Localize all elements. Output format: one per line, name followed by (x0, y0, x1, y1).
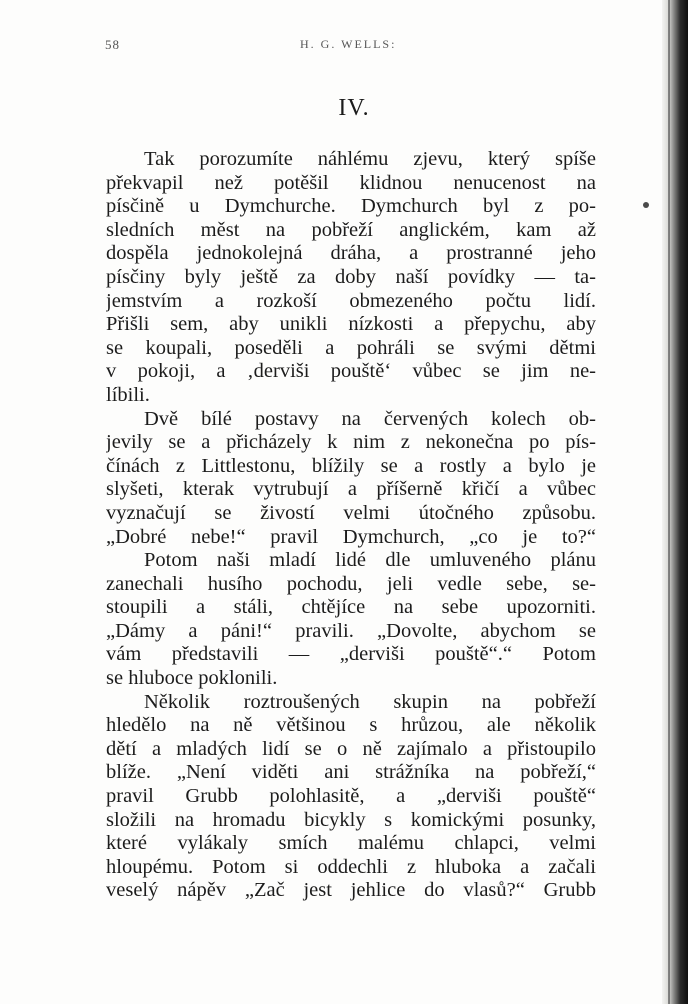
text-line: stoupili a stáli, chtějíce na sebe upozorniti. (106, 596, 596, 619)
running-head (105, 37, 595, 55)
text-line: Několik roztroušených skupin na pobřeží (144, 690, 596, 713)
text-line: líbili. (106, 383, 150, 406)
text-line: sledních měst na pobřeží anglickém, kam až (106, 218, 596, 241)
text-line: „Dámy a páni!“ pravili. „Dovolte, abychom se (106, 619, 596, 642)
running-head-author: H. G. WELLS: (300, 37, 397, 51)
page-number: 58 (105, 37, 120, 52)
text-line: hloupému. Potom si oddechli z hluboka a začali (106, 855, 596, 878)
text-line: jevily se a přicházely k nim z nekonečna po pís- (106, 431, 596, 454)
text-line: vyznačují se živostí velmi útočného způsobu. (106, 501, 596, 524)
body-text (106, 148, 596, 903)
text-line: se koupali, poseděli a pohráli se svými dětmi (106, 336, 596, 359)
text-line: Potom naši mladí lidé dle umluveného plánu (144, 549, 596, 572)
text-line: jemstvím a rozkoší obmezeného počtu lidí. (106, 289, 596, 312)
text-line: se hluboce poklonili. (106, 667, 278, 690)
text-line: složili na hromadu bicykly s komickými posunky, (106, 808, 596, 831)
chapter-number: IV. (338, 95, 370, 121)
binding-edge-line (668, 0, 670, 1004)
text-line: vám představili — „derviši pouště“.“ Potom (106, 643, 596, 666)
text-line: veselý nápěv „Zač jest jehlice do vlasů?“ Grubb (106, 879, 596, 902)
text-line: překvapil než potěšil klidnou nenucenost na (106, 171, 596, 194)
text-line: Přišli sem, aby unikli nízkosti a přepychu, aby (106, 313, 596, 336)
binding-edge (662, 0, 688, 1004)
text-line: hledělo na ně většinou s hrůzou, ale několik (106, 714, 596, 737)
text-line: „Dobré nebe!“ pravil Dymchurch, „co je to?“ (106, 525, 596, 548)
text-line: Dvě bílé postavy na červených kolech ob- (144, 407, 596, 430)
text-line: zanechali husího pochodu, jeli vedle sebe, se- (106, 572, 596, 595)
text-line: písčině u Dymchurche. Dymchurch byl z po- (106, 195, 596, 218)
text-line: blíže. „Není viděti ani strážníka na pobřeží,“ (106, 761, 596, 784)
text-line: písčiny byly ještě za doby naší povídky — ta- (106, 265, 596, 288)
text-line: dospěla jednokolejná dráha, a prostranné jeho (106, 242, 596, 265)
text-line: Tak porozumíte náhlému zjevu, který spíše (144, 148, 596, 170)
text-line: pravil Grubb polohlasitě, a „derviši pouště“ (106, 785, 596, 808)
text-line: slyšeti, kterak vytrubují a příšerně křičí a vůbec (106, 478, 596, 501)
text-line: které vylákaly smích malému chlapci, velmi (106, 832, 596, 855)
text-line: čínách z Littlestonu, blížily se a rostly a bylo je (106, 454, 596, 477)
text-line: v pokoji, a ‚derviši pouště‘ vůbec se jim ne- (106, 360, 596, 383)
chapter-heading (0, 95, 688, 122)
text-line: dětí a mladých lidí se o ně zajímalo a přistoupilo (106, 737, 596, 760)
ink-spot (643, 202, 649, 208)
